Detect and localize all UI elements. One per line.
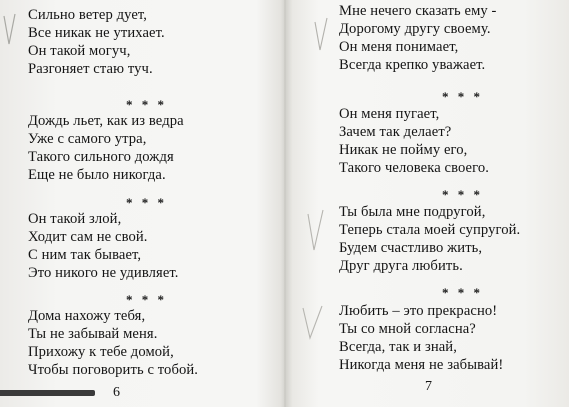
poem-line: Разгоняет стаю туч. (28, 61, 153, 77)
poem-line: Чтобы поговорить с тобой. (28, 362, 199, 378)
pencil-mark-right-3 (300, 300, 326, 344)
poem-line: Всегда крепко уважает. (339, 57, 486, 73)
poem-line: Всегда, так и знай, (339, 339, 457, 355)
poem-line: Мне нечего сказать ему - (339, 3, 497, 19)
page-number: 6 (113, 385, 120, 400)
poem-line: Друг друга любить. (339, 258, 463, 274)
pencil-mark-left (2, 10, 18, 50)
poem-line: Ты была мне подругой, (339, 204, 486, 220)
page-edge-shadow (0, 390, 95, 396)
poem-line: Уже с самого утра, (28, 131, 147, 147)
page-number: 7 (425, 379, 432, 394)
poem-line: Ходит сам не свой. (28, 229, 148, 245)
poem-line: Такого сильного дождя (28, 149, 174, 165)
poem-line: Он меня понимает, (339, 39, 459, 55)
book-gutter (284, 0, 286, 407)
poem-line: Такого человека своего. (339, 160, 490, 176)
stanza-separator: * * * (442, 187, 483, 202)
poem-line: Еще не было никогда. (28, 167, 166, 183)
poem-line: Дорогому другу своему. (339, 21, 491, 37)
poem-line: С ним так бывает, (28, 247, 142, 263)
stanza-separator: * * * (126, 97, 167, 112)
stanza-separator: * * * (442, 89, 483, 104)
poem-line: Ты со мной согласна? (339, 321, 476, 337)
stanza-separator: * * * (126, 292, 167, 307)
pencil-mark-right-2 (305, 206, 327, 256)
poem-line: Он меня пугает, (339, 106, 440, 122)
pencil-mark-right-1 (312, 14, 330, 56)
poem-line: Будем счастливо жить, (339, 240, 483, 256)
poem-line: Ты не забывай меня. (28, 326, 158, 342)
poem-line: Никак не пойму его, (339, 142, 468, 158)
poem-line: Дома нахожу тебя, (28, 308, 146, 324)
poem-line: Никогда меня не забывай! (339, 357, 504, 373)
poem-line: Он такой злой, (28, 211, 122, 227)
stanza-separator: * * * (126, 195, 167, 210)
poem-line: Он такой могуч, (28, 43, 131, 59)
poem-line: Все никак не утихает. (28, 25, 165, 41)
poem-line: Любить – это прекрасно! (339, 303, 498, 319)
poem-line: Теперь стала моей супругой. (339, 222, 521, 238)
poem-line: Прихожу к тебе домой, (28, 344, 174, 360)
poem-line: Зачем так делает? (339, 124, 452, 140)
stanza-separator: * * * (442, 285, 483, 300)
poem-line: Это никого не удивляет. (28, 265, 179, 281)
poem-line: Дождь льет, как из ведра (28, 113, 184, 129)
poem-line: Сильно ветер дует, (28, 7, 148, 23)
